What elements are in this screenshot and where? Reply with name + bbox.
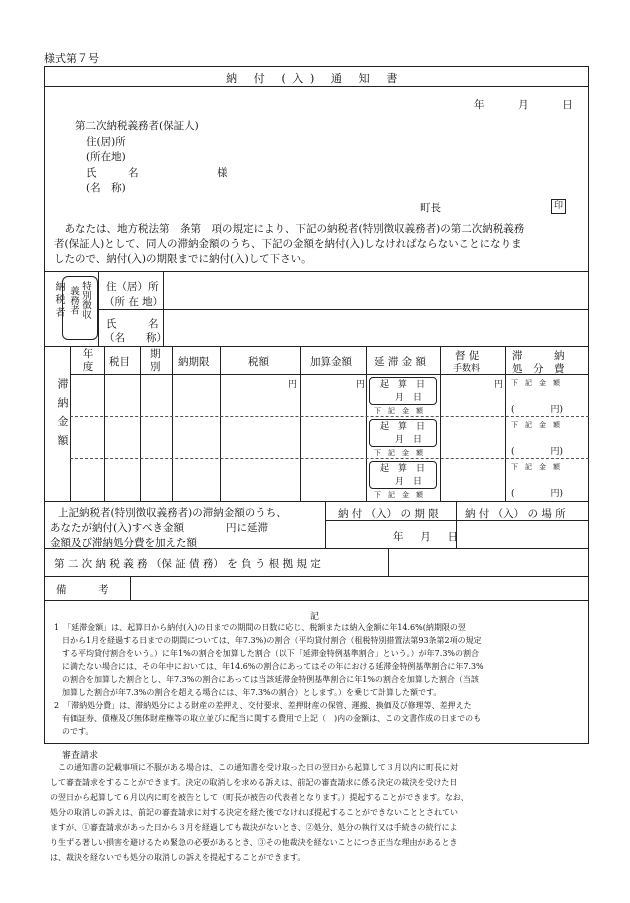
- review-heading: 審査請求: [62, 751, 99, 761]
- taxpayer-side-label-3: 義務者: [68, 286, 79, 315]
- form-title: 納 付 (入) 通 知 書: [226, 72, 404, 85]
- late-date-3: 月 日: [395, 477, 423, 487]
- disp-yen-1: ( 円): [511, 405, 564, 415]
- deadline-label: 納 付 （入） の 期 限: [338, 508, 439, 520]
- review-line-6: り生ずる著しい損害を避けるため緊急の必要があるとき、③その他裁決を経ないことにつき正当な理由があるとき: [50, 838, 458, 847]
- taxpayer-side-label: 納税者: [53, 281, 64, 320]
- disp-below-3: 下 記 金 額: [511, 463, 560, 471]
- intro-line-1: あなたは、地方税法第 条第 項の規定により、下記の納税者(特別徴収義務者)の第二次納税義務: [54, 223, 525, 235]
- yen-tax: 円: [288, 380, 298, 390]
- late-start-2: 起 算 日: [380, 422, 426, 432]
- note-line-7: 2 「滞納処分費」は、滞納処分による財産の差押え、交付要求、差押財産の保管、運搬、換価及び修理等、差押えた: [54, 701, 472, 710]
- arrears-side-label: 滞納金額: [56, 378, 69, 453]
- disp-yen-3: ( 円): [511, 489, 564, 499]
- late-date-2: 月 日: [395, 435, 423, 445]
- taxpayer-location-label: （所 在 地）: [104, 296, 164, 308]
- addressee-name-label: 氏 名: [86, 167, 139, 179]
- col-year: 年度: [82, 348, 94, 373]
- place-label: 納 付 （入） の 場 所: [465, 508, 566, 520]
- amount-text-3: 金額及び滞納処分費を加えた額: [50, 537, 197, 549]
- amount-text-2: あなたが納付(入)すべき金額 円に延滞: [50, 522, 268, 534]
- col-demand-fee-1: 督 促: [455, 350, 480, 362]
- issuer-label: 町長: [420, 202, 441, 214]
- addressee-address-label: 住(居)所: [86, 136, 126, 148]
- notes-heading: 記: [310, 612, 320, 622]
- note-line-3: する平均貸付割合をいう。）に年1%の割合を加算した割合（以下「延滞金特例基準割合」という。）が年7.3%の割合: [54, 649, 480, 658]
- taxpayer-address-label: 住（居）所: [106, 281, 159, 293]
- amount-text-1: 上記納税者(特別徴収義務者)の滞納金額のうち、: [58, 507, 287, 519]
- note-line-9: のです。: [54, 727, 94, 736]
- disp-below-1: 下 記 金 額: [511, 379, 560, 387]
- late-below-1: 下 記 金 額: [374, 407, 423, 415]
- disp-below-2: 下 記 金 額: [511, 421, 560, 429]
- col-late-fee: 延 滞 金 額: [374, 356, 427, 368]
- note-line-2: 日から1月を経過する日までの期間については、年7.3%)の割合（平均貸付割合（租税特別措置法第93条第2項の規定: [54, 636, 482, 645]
- basis-label: 第 二 次 納 税 義 務 （保 証 債 務） を 負 う 根 拠 規 定: [54, 558, 321, 570]
- note-line-8: 有価証券、債権及び無体財産権等の取立並びに配当に関する費用で上記（ )内の金額は、この文書作成の日までのも: [54, 714, 482, 723]
- taxpayer-name-label: 氏 名: [106, 318, 159, 330]
- remarks-label: 備 考: [56, 584, 109, 596]
- col-demand-fee-2: 手数料: [453, 364, 481, 374]
- late-start-1: 起 算 日: [380, 380, 426, 390]
- deadline-date: 年 月 日: [393, 531, 462, 543]
- yen-demand: 円: [494, 380, 504, 390]
- note-line-6: 加算した割合が年7.3%の割合を超える場合には、年7.3%の割合）とします。）を乗じて計算した額です。: [54, 688, 442, 697]
- review-line-7: は、裁決を経ないでも処分の取消しの訴えを提起することができます。: [50, 853, 306, 862]
- form-number: 様式第７号: [44, 52, 99, 65]
- review-line-1: この通知書の記載事項に不服がある場合は、この通知書を受け取った日の翌日から起算して３月以内に町長に対: [50, 763, 458, 772]
- col-tax-item: 税目: [109, 356, 130, 368]
- late-below-2: 下 記 金 額: [374, 449, 423, 457]
- seal-mark: 印: [551, 199, 566, 214]
- col-tax-amount: 税額: [248, 356, 269, 368]
- col-period: 期別: [150, 348, 161, 373]
- addressee-heading: 第二次納税義務者(保証人): [75, 120, 199, 132]
- review-line-5: ますが、①審査請求があった日から３月を経過しても裁決がないとき、②処分、処分の執行又は手続きの続行によ: [50, 823, 458, 832]
- late-start-3: 起 算 日: [380, 464, 426, 474]
- addressee-title-label: (名 称): [86, 182, 126, 194]
- review-line-2: して審査請求をすることができます。決定の取消しを求める訴えは、前記の審査請求に係る決定の裁決を受けた日: [50, 778, 458, 787]
- col-surcharge: 加算金額: [310, 356, 352, 368]
- col-disposal-1: 滞 納: [512, 350, 565, 362]
- taxpayer-title-label: （名 称）: [104, 332, 167, 344]
- col-deadline: 納期限: [178, 356, 210, 368]
- note-line-4: に満たない場合には、その年中においては、年14.6%の割合にあってはその年における延滞金特例基準割合に年7.3%: [54, 662, 484, 671]
- disp-yen-2: ( 円): [511, 447, 564, 457]
- yen-surcharge: 円: [356, 380, 366, 390]
- intro-line-3: したので、納付(入)の期限までに納付(入)して下さい。: [54, 253, 312, 265]
- taxpayer-side-label-2: 特別徴収: [80, 281, 91, 319]
- addressee-honorific: 様: [217, 167, 228, 179]
- notice-date: 年 月 日: [474, 99, 577, 111]
- late-below-3: 下 記 金 額: [374, 491, 423, 499]
- review-line-4: 処分の取消しの訴えは、前記の審査請求に対する決定を経た後でなければ提起することができないこととされてい: [50, 808, 458, 817]
- intro-line-2: 者(保証人)として、同人の滞納金額のうち、下記の金額を納付(入)しなければならないことになりま: [54, 238, 522, 250]
- late-date-1: 月 日: [395, 393, 423, 403]
- note-line-1: 1 「延滞金額」は、起算日から納付(入)の日までの期間の日数に応じ、税額または納入金額に年14.6%(納期限の翌: [54, 623, 466, 632]
- addressee-location-label: (所在地): [86, 151, 126, 163]
- note-line-5: の割合を加算した割合とし、年7.3%の割合にあっては当該延滞金特例基準割合に年1%の割合を加算した割合（当該: [54, 675, 479, 684]
- review-line-3: の翌日から起算して６月以内に町を被告として（町長が被告の代表者となります。）提起することができます。なお、: [50, 793, 469, 802]
- col-disposal-2: 処 分 費: [512, 363, 565, 375]
